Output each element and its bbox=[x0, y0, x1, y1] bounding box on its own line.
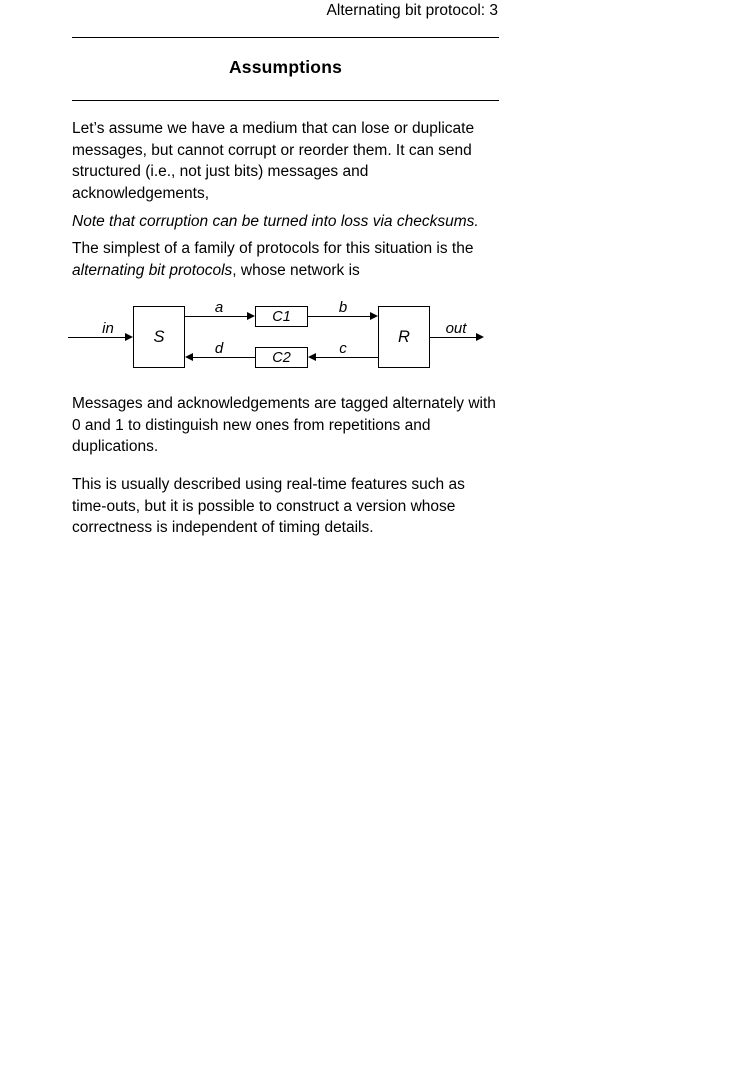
node-channel1-label: C1 bbox=[272, 308, 291, 325]
text-line: acknowledgements, bbox=[72, 185, 209, 203]
text-line: correctness is independent of timing details. bbox=[72, 519, 374, 537]
edge-label-a: a bbox=[214, 299, 224, 316]
paragraph-note-checksums bbox=[72, 211, 512, 233]
text-line: duplications. bbox=[72, 438, 159, 456]
node-receiver-label: R bbox=[398, 327, 410, 346]
text-line: Let’s assume we have a medium that can lose or duplicate bbox=[72, 120, 475, 137]
text-line: Note that corruption can be turned into loss via checksums. bbox=[72, 213, 479, 230]
text-line: 0 and 1 to distinguish new ones from repetitions and bbox=[72, 416, 431, 434]
edge-label-c: c bbox=[339, 340, 347, 357]
edge-label-d: d bbox=[214, 340, 224, 357]
arrow-d-line bbox=[193, 357, 255, 358]
edge-label-b: b bbox=[338, 299, 348, 316]
arrow-b-line bbox=[308, 316, 371, 317]
arrow-b-head-icon bbox=[370, 312, 378, 320]
node-channel2-label: C2 bbox=[272, 349, 291, 366]
node-channel2 bbox=[255, 347, 308, 368]
horizontal-rule-top bbox=[72, 37, 499, 38]
arrow-c-head-icon bbox=[308, 353, 316, 361]
horizontal-rule-bottom bbox=[72, 100, 499, 101]
paragraph-medium-assumptions bbox=[72, 118, 512, 205]
arrow-a-line bbox=[185, 316, 248, 317]
arrow-d-head-icon bbox=[185, 353, 193, 361]
text-line: The simplest of a family of protocols for this situation is the bbox=[72, 240, 474, 257]
node-receiver bbox=[378, 306, 430, 368]
edge-label-in: in bbox=[102, 320, 114, 337]
arrow-out-line bbox=[430, 337, 477, 338]
page-title: Assumptions bbox=[228, 57, 343, 77]
arrow-a-head-icon bbox=[247, 312, 255, 320]
node-sender bbox=[133, 306, 185, 368]
edge-label-out: out bbox=[445, 320, 467, 337]
arrow-c-line bbox=[316, 357, 378, 358]
text-rest: , whose network is bbox=[232, 261, 360, 279]
text-line: Messages and acknowledgements are tagged alternately with bbox=[72, 395, 496, 412]
network-diagram bbox=[60, 296, 500, 381]
node-sender-label: S bbox=[153, 327, 165, 346]
arrow-in-line bbox=[68, 337, 126, 338]
text-line: time-outs, but it is possible to construct a version whose bbox=[72, 497, 456, 515]
paragraph-protocol-family bbox=[72, 238, 512, 281]
text-line bbox=[72, 260, 512, 282]
arrow-in-head-icon bbox=[125, 333, 133, 341]
text-line: structured (i.e., not just bits) messages and bbox=[72, 163, 369, 181]
page-header: Alternating bit protocol: 3 bbox=[326, 2, 498, 19]
text-line: messages, but cannot corrupt or reorder them. It can send bbox=[72, 141, 472, 159]
text-line: This is usually described using real-time features such as bbox=[72, 476, 465, 493]
arrow-out-head-icon bbox=[476, 333, 484, 341]
paragraph-tagging bbox=[72, 393, 512, 458]
node-channel1 bbox=[255, 306, 308, 327]
paragraph-realtime bbox=[72, 474, 512, 539]
italic-term: alternating bit protocols bbox=[72, 261, 233, 279]
